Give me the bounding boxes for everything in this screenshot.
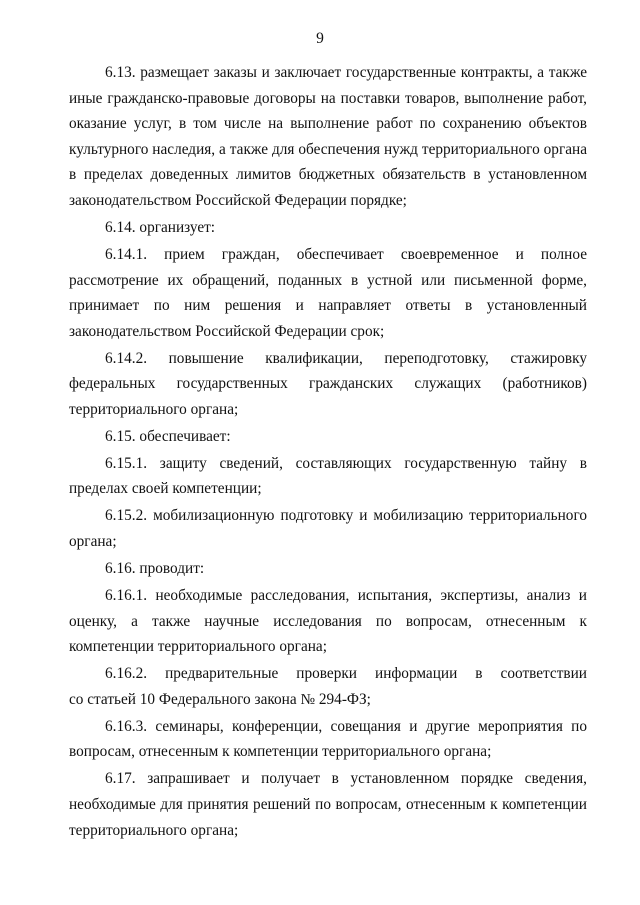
document-body [69,60,587,845]
paragraph-line: 6.17. запрашивает и получает в установленном порядке сведения, [105,770,587,788]
paragraph-line: 6.16.2. предварительные проверки информации в соответствии [105,665,587,683]
paragraph-line: культурного наследия, а также для обеспечения нужд территориального органа [69,140,587,158]
paragraph-line: законодательством Российской Федерации срок; [69,322,385,340]
paragraph-line: в пределах доведенных лимитов бюджетных обязательств в установленном [69,166,587,184]
paragraph-line: необходимые для принятия решений по вопросам, отнесенным к компетенции [69,795,587,813]
paragraph-6-15-2 [69,503,587,554]
paragraph-line: 6.16.1. необходимые расследования, испытания, экспертизы, анализ и [105,587,587,604]
paragraph-6-16 [69,556,587,582]
paragraph-6-14 [69,215,587,241]
paragraph-6-14-2 [69,346,587,423]
paragraph-line: 6.15.2. мобилизационную подготовку и мобилизацию территориального [105,507,587,525]
paragraph-6-13 [69,60,587,214]
paragraph-6-15-1 [69,451,587,502]
paragraph-line: 6.15. обеспечивает: [105,427,231,445]
paragraph-line: со статьей 10 Федерального закона № 294-ФЗ; [69,690,371,708]
page-number: 9 [316,30,324,47]
paragraph-line: 6.14. организует: [105,218,216,236]
paragraph-line: 6.16. проводит: [105,560,205,578]
paragraph-line: территориального органа; [69,400,239,418]
paragraph-line: оказание услуг, в том числе на выполнение работ по сохранению объектов [69,115,587,133]
paragraph-line: пределах своей компетенции; [69,480,262,498]
paragraph-line: 6.15.1. защиту сведений, составляющих государственную тайну в [105,454,587,472]
paragraph-line: территориального органа; [69,821,239,839]
paragraph-line: 6.16.3. семинары, конференции, совещания и другие мероприятия по [105,717,587,735]
paragraph-line: компетенции территориального органа; [69,638,327,656]
paragraph-line: 6.13. размещает заказы и заключает государственные контракты, а также [105,64,587,81]
paragraph-6-15 [69,424,587,450]
paragraph-line: иные гражданско-правовые договоры на поставки товаров, выполнение работ, [69,89,587,107]
paragraph-line: рассмотрение их обращений, поданных в устной или письменной форме, [69,271,587,289]
paragraph-line: вопросам, отнесенным к компетенции территориального органа; [69,743,492,761]
paragraph-6-16-3 [69,714,587,765]
paragraph-line: 6.14.2. повышение квалификации, переподготовку, стажировку [105,349,587,367]
paragraph-6-14-1 [69,242,587,344]
paragraph-6-16-1 [69,583,587,660]
paragraph-line: принимает по ним решения и направляет ответы в установленный [69,297,587,315]
paragraph-6-16-2 [69,661,587,712]
paragraph-line: федеральных государственных гражданских служащих (работников) [69,375,587,393]
paragraph-line: органа; [69,533,117,551]
paragraph-line: оценку, а также научные исследования по вопросам, отнесенным к [69,612,587,630]
paragraph-line: 6.14.1. прием граждан, обеспечивает своевременное и полное [105,245,587,263]
paragraph-6-17 [69,766,587,843]
paragraph-line: законодательством Российской Федерации порядке; [69,191,407,209]
